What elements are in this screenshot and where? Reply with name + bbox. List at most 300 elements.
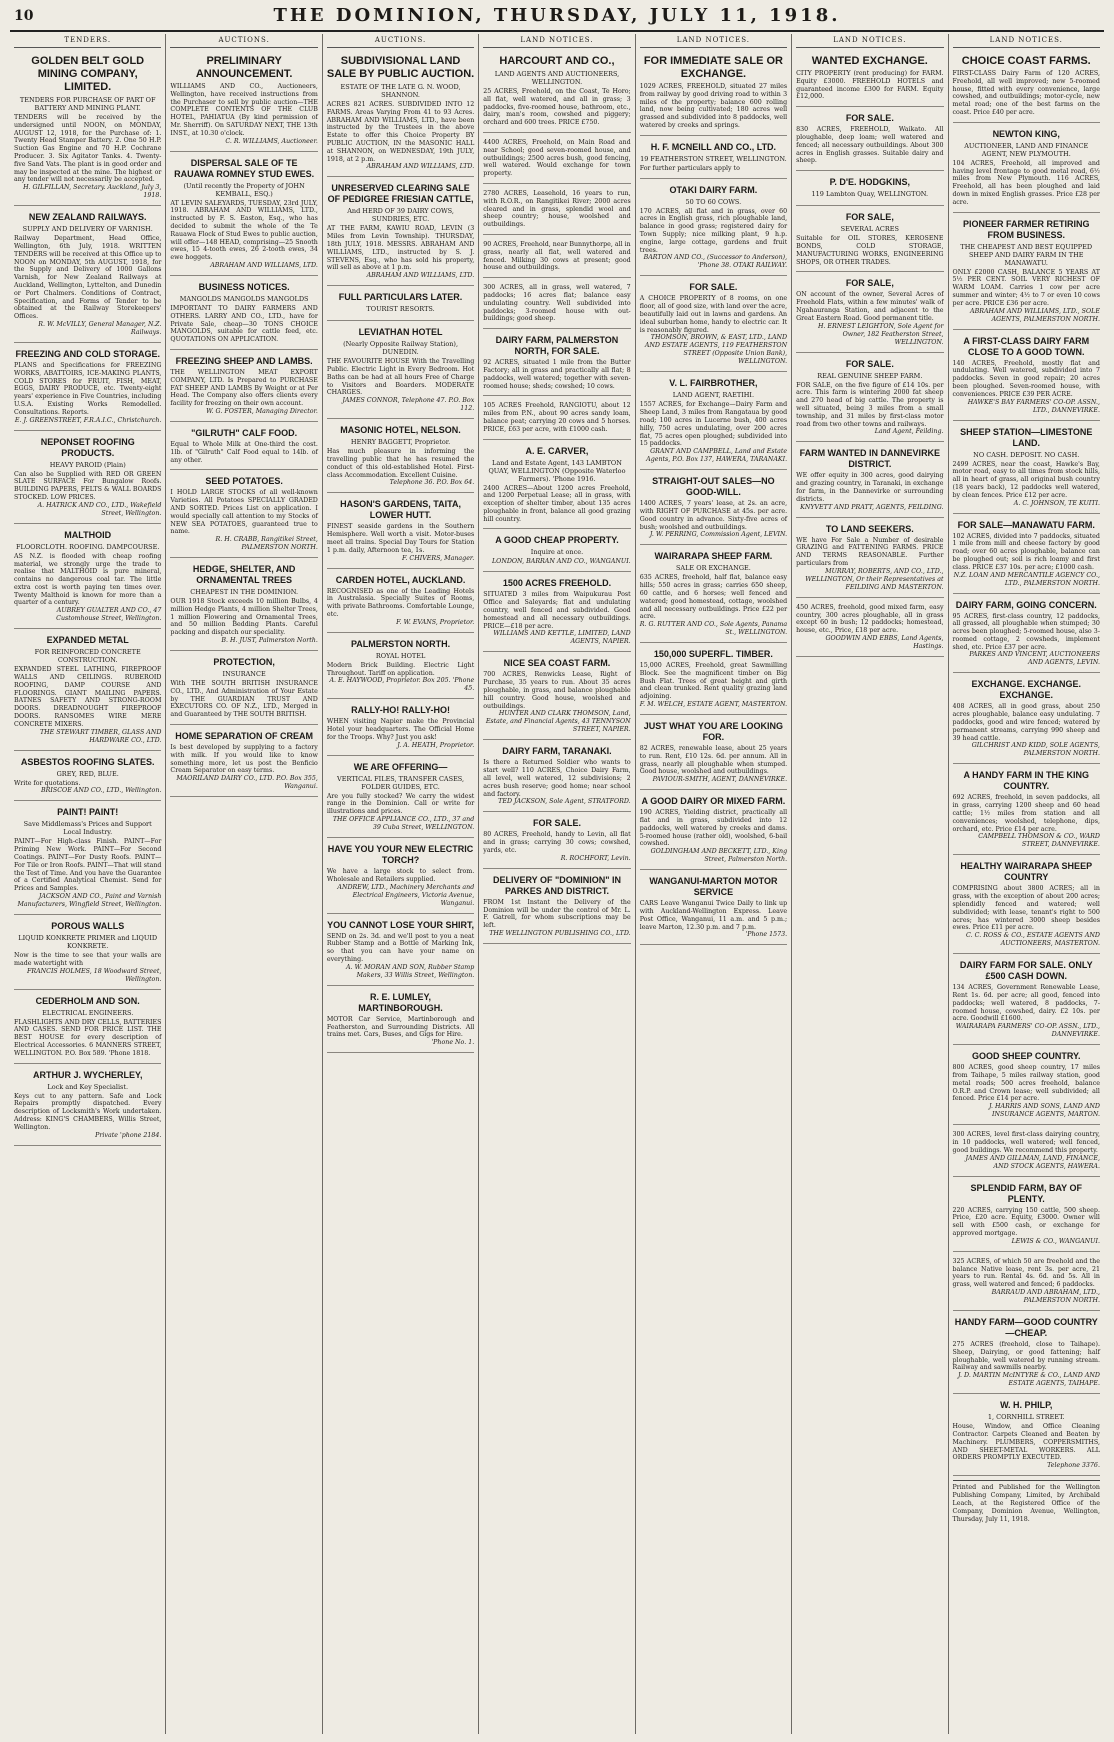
advertisement [327,572,474,633]
ad-title: STRAIGHT-OUT SALES—NO GOOD-WILL. [652,476,775,498]
advertisement [953,1314,1100,1394]
advertisement [483,532,630,572]
advertisement [953,517,1100,594]
ad-subtitle: CHEAPEST IN THE DOMINION. [190,588,299,597]
ad-subtitle: HEAVY PAROID (Plain) [49,460,126,469]
advertisement [953,1180,1100,1252]
ad-subtitle: Land and Estate Agent, 143 LAMBTON QUAY, WELLINGTON (Opposite Waterloo Farmers). 'Phone 1916. [488,458,626,483]
ad-subtitle: FLOORCLOTH. ROOFING. DAMPCOURSE. [16,542,160,551]
advertisement [796,601,943,657]
ad-signature: ABRAHAM AND WILLIAMS, LTD. [366,163,475,171]
advertisement [483,815,630,868]
ad-signature: A. HATRICK AND CO., LTD., Wakefield Street, Wellington. [37,501,162,517]
ad-title: HAVE YOU YOUR NEW ELECTRIC TORCH? [327,844,474,866]
ad-title: DISPERSAL SALE OF TE RAUAWA ROMNEY STUD EWES. [174,157,315,179]
advertisement [14,993,161,1064]
ad-body: 692 ACRES, freehold, in seven paddocks, all in grass, carrying 1200 sheep and 60 head cattle; 1½ miles from station and all conveniences; woolshed, telephone, dips, orchard, etc. Price £14 per acre. [952,794,1100,833]
ad-title: PROTECTION, [213,657,275,668]
ad-title: MASONIC HOTEL, NELSON. [340,425,461,436]
advertisement [953,424,1100,514]
advertisement [327,324,474,419]
advertisement [640,52,787,136]
ad-title: GOOD SHEEP COUNTRY. [971,1051,1081,1062]
advertisement [327,496,474,568]
column-header: LAND NOTICES. [640,34,787,48]
ad-body: 190 ACRES, Yielding district, practically all flat and in grass, subdivided into 12 paddocks, well watered by creeks and dams. 5-roomed house (rather old), woolshed, 6-bail cowshed. [639,809,788,848]
ad-body: ONLY £2000 CASH, BALANCE 5 YEARS AT 5½ PER CENT. SOIL VERY RICHEST OF WARM LOAM. Carries 1 cow per acre summer and winter; 4½ to 7 or even 10 cows per acre. PRICE £36 per acre. [952,268,1100,307]
ad-signature: LONDON, BARRAN AND CO., WANGANUI. [491,558,631,566]
ad-title: A. E. CARVER, [525,445,589,456]
advertisement [483,399,630,439]
advertisement [327,636,474,700]
ad-title: A GOOD CHEAP PROPERTY. [495,535,619,546]
advertisement [483,187,630,235]
ad-body: Is there a Returned Soldier who wants to start well? 110 ACRES, Choice Dairy Farm, all level, well watered, 12 subdivisions; 2 acres bush reserve; good home; near school and factory. [483,759,631,798]
newspaper-page [10,0,1104,1742]
advertisement [483,743,630,812]
advertisement [953,1255,1100,1311]
ad-subtitle: LAND AGENTS AND AUCTIONEERS, WELLINGTON. [494,70,620,86]
ad-title: PAINT! PAINT! [57,807,119,818]
ad-signature: R. H. CRABB, Rangitikei Street, PALMERSTON NORTH. [215,536,318,552]
ad-title: A HANDY FARM IN THE KING COUNTRY. [963,770,1089,792]
ad-subtitle: Lock and Key Specialist. [47,1082,129,1091]
ad-title: HOME SEPARATION OF CREAM [175,731,313,742]
advertisement [327,52,474,177]
ad-body: FOR SALE, on the five figure of £14 10s. per acre. This farm is wintering 2000 fat sheep and 270 head of big cattle. The property is well situated, being 3 miles from a small township, and 31 miles by first-class motor road from two other towns and railways. [796,381,944,428]
advertisement [640,375,787,470]
ad-title: 150,000 SUPERFL. TIMBER. [653,649,773,660]
ad-signature: Private 'phone 2184. [95,1131,162,1139]
ad-body: With THE SOUTH BRITISH INSURANCE CO., LTD., And Administration of Your Estate by THE GUARDIAN TRUST AND EXECUTORS CO. OF N.Z., LTD., Merged in and Guaranteed by THE SOUTH BRITISH. [170,680,318,719]
ad-body: CARS Leave Wanganui Twice Daily to link up with Auckland-Wellington Express. Leave Post Office, Wanganui, 11 a.m. and 5 p.m.; leave Marton, 12.30 p.m. and 7 p.m. [639,900,788,931]
advertisement [953,1128,1100,1176]
ad-subtitle: THE CHEAPEST AND BEST EQUIPPED SHEEP AND DAIRY FARM IN THE MANAWATU. [960,242,1093,267]
advertisement [170,52,317,152]
page-title: THE DOMINION, THURSDAY, JULY 11, 1918. [273,5,841,26]
ad-signature: GOLDINGHAM AND BECKETT, LTD., King Street, Palmerston North. [650,848,788,864]
newspaper-column [949,34,1104,1734]
ad-body: SITUATED 3 miles from Waipukurau Post Office and Saleyards; flat and undulating country, well fenced and subdivided. Good homestead and all necessary outbuildings. PRICE—£18 per acre. [483,591,631,630]
ad-body: EXPANDED STEEL LATHING, FIREPROOF WALLS AND CEILINGS. RUBEROID ROOFING, DAMP COURSE AND FLOORINGS. GIANT MAILING PAPERS. BATNES SAFETY AND STRONG-ROOM DOORS. DREADNOUGHT FIREPROOF DOORS. RANSOMES WIRE MERE CONCRETE MIXERS. [14,666,162,728]
ad-body: 1557 ACRES, for Exchange—Dairy Farm and Sheep Land, 3 miles from Rangataua by good road; 100 acres in Lucerne bush, 400 acres hilly, 750 acres undulating, over 200 acres flat, 75 acres open ploughed; subdivided into 15 paddocks. [639,401,788,448]
ad-signature: N.Z. LOAN AND MERCANTILE AGENCY CO., LTD., PALMERSTON NORTH. [953,571,1100,587]
advertisement [327,759,474,838]
ad-subtitle: ELECTRICAL ENGINEERS. [42,1008,134,1017]
advertisement [953,1048,1100,1125]
ad-title: DAIRY FARM, PALMERSTON NORTH, FOR SALE. [495,335,619,357]
ad-body: AT LEVIN SALEYARDS, TUESDAY, 23rd JULY, 1918. ABRAHAM AND WILLIAMS, LTD., instructed by F. S. Easton, Esq., who has decided to submit the whole of the Te Rauawa Flock of Stud Ewes to public auction, will offer—148 HEAD, comprising—25 Snooth ewes, 15 4-tooth ewes, 26 2-tooth ewes, 34 ewe hoggets. [170,199,318,262]
ad-title: HASON'S GARDENS, TAITA, LOWER HUTT. [340,499,461,521]
ad-signature: A. C. JOHNSON, TE KUITI. [1013,499,1100,507]
ad-body: 2499 ACRES, near the coast, Hawke's Bay, motor road, easy to all times from stock hills, all in heart of grass, all original bush country (18 years back), 12 paddocks well watered, by clean fences. Price £12 per acre. [952,460,1100,499]
ad-body: 300 ACRES, all in grass, well watered, 7 paddocks; 16 acres flat; balance easy undulating country. Well subdivided into paddocks; 3-roomed house with out-buildings; good sheep. [483,284,631,323]
ad-title: FOR SALE. [845,358,894,369]
advertisement [953,52,1100,123]
ad-title: CEDERHOLM AND SON. [35,995,140,1006]
ad-body: PAINT—For High-class Finish. PAINT—For Priming New Work. PAINT—For Second Coatings. PAINT—For Dusty Roofs. PAINT—For Tile or Iron Roofs. PAINT—That will stand the Test of Time. And you have the Guarantee of a Certified Analytical Chemist. Send for Prices and Samples. [14,838,162,893]
ad-body: 1400 ACRES, 7 years' lease, at 2s. an acre, with RIGHT OF PURCHASE at 45s. per acre. Good country in advance. Sixty-five acres of bush; woolshed and outbuildings. [639,500,788,531]
ad-body: Has much pleasure in informing the travelling public that he has resumed the conduct of this old-established Hotel. First-class Accommodation. Excellent Cuisine. [326,448,475,479]
ad-body: ACRES 821 ACRES. SUBDIVIDED INTO 12 FARMS. Areas Varying From 41 to 93 Acres. ABRAHAM AND WILLIAMS, LTD., have been instructed by the Trustees in the above Estate to offer this Choice Property BY PUBLIC AUCTION, IN the MASONIC HALL at SHANNON, on WEDNESDAY, 19th JULY, 1918, at 2 p.m. [326,101,475,163]
ad-body: WE have For Sale a Number of desirable GRAZING and FATTENING FARMS. PRICE AND TERMS REASONABLE. Further particulars from [796,536,944,567]
ad-title: WAIRARAPA SHEEP FARM. [654,551,773,562]
advertisement [953,597,1100,674]
ad-body: 830 ACRES, FREEHOLD, Waikato. All ploughable, deep loam; well watered and fenced; all necessary outbuildings. About 300 acres in English grasses. Suitable dairy and sheep. [796,126,944,165]
ad-body: MOTOR Car Service, Martinborough and Featherston, and Surrounding Districts. All trains met. Cars, Buses, and Gigs for Hire. [326,1015,475,1039]
masthead [10,0,1104,32]
ad-signature: Land Agent, Feilding. [874,428,944,436]
ad-title: DAIRY FARM, TARANAKI. [502,746,612,757]
advertisement [483,281,630,329]
advertisement [796,275,943,352]
ad-signature: H. ERNEST LEIGHTON, Sole Agent for Owner, 182 Featherston Street, WELLINGTON. [817,322,944,346]
ad-subtitle: TOURIST RESORTS. [366,305,435,314]
ad-signature: F. CHIVERS, Manager. [402,554,475,562]
ad-signature: BARTON AND CO., (Successor to Anderson), 'Phone 38. OTAKI RAILWAY. [643,254,788,270]
advertisement [483,238,630,278]
ad-body: AT THE FARM, KAWIU ROAD, LEVIN (3 Miles from Levin Township). THURSDAY, 18th JULY, 1918. MESSRS. ABRAHAM AND WILLIAMS, LTD., instructed by S. J. STEVENS, Esq., who has sold his property, will sell as above at 1 p.m. [326,225,475,272]
advertisement [327,702,474,755]
ad-title: HEDGE, SHELTER, AND ORNAMENTAL TREES [192,564,296,586]
ad-body: COMPRISING about 3800 ACRES; all in grass, with the exception of about 200 acres; splendidly fenced and watered; well subdivided; with lease, tenant's right to 500 acres; has wintered 3000 sheep besides ewes. Price £11 per acre. [952,885,1100,932]
column-header: AUCTIONS. [327,34,474,48]
ad-body: For further particulars apply to [639,164,740,172]
columns-container [10,34,1104,1734]
ad-signature: C. R. WILLIAMS, Auctioneer. [225,137,318,145]
ad-signature: C. C. ROSS & CO., ESTATE AGENTS AND AUCTIONEERS, MASTERTON. [966,932,1100,948]
ad-title: R. E. LUMLEY, MARTINBOROUGH. [358,991,443,1013]
ad-body: 104 ACRES, Freehold, all improved and having level frontage to good metal road, 6½ miles from New Plymouth. 116 ACRES, Freehold, all has been ploughed and laid down in mixed English grasses. Price £28 per acre. [952,159,1100,206]
ad-subtitle: (Until recently the Property of JOHN KEMBALL, ESQ.) [183,181,305,198]
advertisement [640,473,787,545]
ad-body: WILLIAMS AND CO., Auctioneers, Wellington, have received instructions from the Purchaser to sell by public auction—THE COMPLETE CONTENTS OF THE CLUB HOTEL, PAHIATUA (By kind permission of Mr. Sherriff). On SATURDAY NEXT, THE 13th INST., at 10.30 o'clock. [170,83,318,137]
ad-body: We have a large stock to select from. Wholesale and Retailers supplied. [326,868,475,883]
ad-title: RALLY-HO! RALLY-HO! [351,705,450,716]
ad-body: PLANS and Specifications for FREEZING WORKS, ABATTOIRS, ICE-MAKING PLANTS, COLD STORES for FRUIT, FISH, MEAT, EGGS, DAIRY PRODUCE, etc. Twenty-eight years' experience in Five Countries, including U.S.A. Existing Works Remodelled. Consultations. Reports. [14,361,162,416]
ad-signature: Telephone 36. P.O. Box 64. [389,479,475,487]
ad-body: 408 ACRES, all in good grass, about 250 acres ploughable, balance easy undulating. 7 paddocks, good and wire fenced; watered by permanent streams, carrying 990 sheep and 39 head cattle. [952,703,1100,742]
ad-subtitle: ESTATE OF THE LATE G. N. WOOD, SHANNON. [340,83,461,99]
ad-body: 105 ACRES Freehold, RANGIOTU, about 12 miles from P.N., about 90 acres sandy loam, balance peat; carrying 20 cows and 5 horses. PRICE, £63 per acre, with £1000 cash. [483,402,631,433]
advertisement [796,356,943,443]
ad-title: DAIRY FARM, GOING CONCERN. [955,599,1097,610]
ad-title: V. L. FAIRBROTHER, [669,378,758,389]
advertisement [327,841,474,914]
ad-body: 275 ACRES (freehold, close to Taihape). Sheep, Dairying, or good fattening; half ploughable, well watered by running stream. Railway and sawmills nearby. [952,1340,1100,1372]
advertisement [796,521,943,598]
ad-signature: J. HARRIS AND SONS, LAND AND INSURANCE AGENTS, MARTON. [989,1103,1100,1119]
ad-title: BUSINESS NOTICES. [198,281,290,292]
ad-body: Can also be Supplied with RED OR GREEN SLATE SURFACE For Bungalow Roofs. BUILDING PAPERS, FELTS & WALL BOARDS STOCKED. LOW PRICES. [14,470,162,501]
advertisement [640,646,787,715]
advertisement [14,754,161,802]
ad-signature: BARRAUD AND ABRAHAM, LTD., PALMERSTON NORTH. [991,1288,1100,1304]
ad-title: NEW ZEALAND RAILWAYS. [28,212,147,223]
ad-signature: FRANCIS HOLMES, 18 Woodward Street, Wellington. [26,967,162,983]
ad-body: OUR 1918 Stock exceeds 10 million Bulbs, 4 million Hedge Plants, 4 million Shelter Trees, 1 million Flowering and Ornamental Trees, and 50 million Bedding Plants. Careful packing and dispatch our speciality. [170,598,318,637]
ad-signature: 'Phone No. 1. [431,1039,475,1047]
advertisement [953,333,1100,421]
ad-title: OTAKI DAIRY FARM. [669,184,758,195]
ad-subtitle: FOR REINFORCED CONCRETE CONSTRUCTION. [34,648,141,665]
ad-signature: KNYVETT AND PRATT, AGENTS, FEILDING. [800,503,944,511]
ad-title: NEPONSET ROOFING PRODUCTS. [40,436,135,458]
ad-body: Write for quotations. [14,779,81,787]
ad-title: EXPANDED METAL [46,635,129,646]
ad-body: THE WELLINGTON MEAT EXPORT COMPANY, LTD. Is Prepared to PURCHASE FAT SHEEP AND LAMBS By Weight or at Per Head. The Company also offers clients every facility for freezing on their own account. [170,368,318,408]
ad-body: RECOGNISED as one of the Leading Hotels in Australasia. Specially Suites of Rooms, with private Bathrooms. Comfortable Lounge, etc. [326,587,475,618]
ad-body: 25 ACRES, Freehold, on the Coast, Te Horo; all flat, well watered, and all in grass; 3 paddocks, five-roomed house, bathroom, etc., dairy, man's room, cowshed and piggery; orchard and 600 trees. PRICE £750. [483,88,631,127]
newspaper-column [792,34,948,1734]
advertisement [796,209,943,272]
ad-body: 800 ACRES, good sheep country, 17 miles from Taihape, 5 miles railway station, good metal roads; 500 acres freehold, balance O.R.P. and Crown lease; well subdivided; all fenced. Price £14 per acre. [952,1064,1100,1103]
ad-body: 134 ACRES, Government Renewable Lease, Rent 1s. 6d. per acre; all good, fenced into paddocks; well watered, 8 paddocks, 7-roomed house, cowshed, dairy. £2 10s. per acre. Goodwill £1600. [952,984,1100,1023]
page-number: 10 [14,8,34,24]
ad-signature: R. ROCHFORT, Levin. [560,854,631,862]
ad-subtitle: SEVERAL ACRES [840,225,899,234]
newspaper-column [479,34,635,1734]
ad-signature: J. D. MARTIN McINTYRE & CO., LAND AND ESTATE AGENTS, TAIHAPE. [957,1372,1100,1388]
ad-body: 140 ACRES, Freehold, mostly flat and undulating. Well watered, subdivided into 7 paddocks. Seven in good repair; 20 acres been ploughed. Seven-roomed house, with conveniences. PRICE £39 PER ACRE. [952,359,1100,398]
ad-body: CITY PROPERTY (rent producing) for FARM. Equity £3000. FREEHOLD HOTELS and guaranteed income £300 for FARM. Equity £12,000. [796,70,944,101]
ad-title: TO LAND SEEKERS. [825,523,914,534]
advertisement [953,957,1100,1045]
advertisement [327,989,474,1053]
advertisement [170,561,317,651]
ad-title: PIONEER FARMER RETIRING FROM BUSINESS. [962,218,1090,240]
ad-title: POROUS WALLS [51,921,125,932]
ad-title: FOR SALE. [845,113,894,124]
ad-signature: GOODWIN AND EBBS, Land Agents, Hastings. [825,634,944,650]
ad-subtitle: MANGOLDS MANGOLDS MANGOLDS [179,294,309,303]
ad-subtitle: 119 Lambton Quay, WELLINGTON. [811,190,929,199]
advertisement [483,575,630,652]
ad-subtitle: ROYAL HOTEL [375,651,426,660]
ad-body: IMPORTANT TO DAIRY FARMERS AND OTHERS. LARRY AND CO., LTD., have for Private Sale, cheap—30 TONS CHOICE MANGOLDS, suitable for cattle feed, etc. QUOTATIONS ON APPLICATION. [170,304,318,344]
ad-signature: MAORILAND DAIRY CO., LTD. P.O. Box 355, Wanganui. [176,775,318,791]
ad-title: PALMERSTON NORTH. [350,638,451,649]
ad-title: WANTED EXCHANGE. [811,55,928,67]
advertisement [953,126,1100,213]
ad-title: NICE SEA COAST FARM. [503,658,611,669]
advertisement [953,216,1100,330]
ad-title: GOLDEN BELT GOLD MINING COMPANY, LIMITED. [31,55,145,93]
ad-title: CARDEN HOTEL, AUCKLAND. [335,574,466,585]
ad-signature: E. J. GREENSTREET, F.R.A.I.C., Christchurch. [14,416,162,424]
ad-title: EXCHANGE. EXCHANGE. EXCHANGE. [971,679,1081,701]
ad-title: SHEEP STATION—LIMESTONE LAND. [960,426,1093,448]
ad-signature: THE OFFICE APPLIANCE CO., LTD., 37 and 39 Cuba Street, WELLINGTON. [332,816,475,832]
ad-signature: CAMPBELL THOMSON & CO., WARD STREET, DANNEVIRKE. [978,833,1100,849]
ad-subtitle: SALE OR EXCHANGE. [675,564,751,573]
ad-signature: ANDREW, LTD., Machinery Merchants and Electrical Engineers, Victoria Avenue, Wanganui. [337,883,475,907]
ad-signature: THOMSON, BROWN, & EAST, LTD., LAND AND ESTATE AGENTS, 119 FEATHERSTON STREET (Opposite Union Bank), WELLINGTON. [644,334,788,366]
ad-body: 90 ACRES, Freehold, near Bunnythorpe, all in grass, nearly all flat, well watered and fenced. Milking 30 cows at present; good house and outbuildings. [483,240,631,272]
advertisement [483,136,630,184]
ad-signature: PAVIOUR-SMITH, AGENT, DANNEVIRKE. [652,776,788,784]
ad-body: Modern Brick Building. Electric Light Throughout. Tariff on application. [326,661,475,677]
advertisement [170,654,317,725]
ad-body: 700 ACRES, Renwicks Lease, Right of Purchase, 35 years to run. About 35 acres ploughable, in grass, and balance ploughable hill country. Good house, woolshed and outbuildings. [483,671,631,710]
ad-body: THE FAVOURITE HOUSE With the Travelling Public. Electric Light in Every Bedroom. Hot Baths can be had at all hours Free of Charge to Visitors and Boarders. MODERATE CHARGES. [326,358,475,397]
advertisement [170,279,317,350]
ad-subtitle: AUCTIONEER, LAND AND FINANCE AGENT, NEW PLYMOUTH. [964,141,1089,158]
ad-title: FOR SALE. [532,818,581,829]
ad-body: WHEN visiting Napier make the Provincial Hotel your headquarters. The Official Home for the Troops. Why? Just you ask! [326,718,475,741]
ad-subtitle: HENRY BAGGETT, Proprietor. [350,438,451,447]
advertisement [640,793,787,870]
advertisement [14,1067,161,1146]
ad-body: Is best developed by supplying to a factory with milk. If you would like to know something more, let us post the Benficio Cream Separator on easy terms. [170,744,318,775]
advertisement [483,655,630,740]
ad-signature: A. E. HAYWOOD, Proprietor. Box 205. 'Phone 45. [329,677,475,693]
advertisement [170,425,317,470]
ad-body: 102 ACRES, divided into 7 paddocks, situated 1 mile from mill and cheese factory by good road; over 60 acres ploughable, balance can be ploughed out; soil is rich loamy and first class. PRICE £37 10s. per acre; £1000 cash. [952,532,1100,571]
ad-body: 92 ACRES, situated 1 mile from the Butter Factory; all in grass and practically all flat; 8 paddocks, well watered; together with seven-roomed house; sheds; cowshed; 10 cows. [483,359,631,390]
ad-title: H. F. MCNEILL AND CO., LTD. [650,141,777,152]
ad-signature: GRANT AND CAMPBELL, Land and Estate Agents, P.O. Box 137, HAWERA, TARANAKI. [646,448,788,464]
ad-subtitle: GREY, RED, BLUE. [56,769,119,778]
ad-title: DAIRY FARM FOR SALE. ONLY £500 CASH DOWN. [959,960,1093,982]
ad-signature: J. A. HEATH, Proprietor. [397,741,475,749]
ad-body: 15,000 ACRES, Freehold, great Sawmilling Block. See the magnificent timber on Big Bush Flat. Trees of great height and girth and clean trunked. Rent quality grazing land adjoining. [639,662,788,701]
ad-signature: R. G. RUTTER AND CO., Sole Agents, Panama St., WELLINGTON. [639,621,788,637]
ad-signature: JAMES CONNOR, Telephone 47. P.O. Box 112. [342,397,475,413]
ad-title: W. H. PHILP, [1000,1400,1053,1411]
ad-signature: W. G. FOSTER, Managing Director. [206,407,318,415]
ad-signature: THE STEWART TIMBER, GLASS AND HARDWARE CO., LTD. [39,728,162,744]
ad-body: A CHOICE PROPERTY of 8 rooms, on one floor, all of good size, with land over the acre, beautifully laid out in lawns and gardens. An ideal suburban home, handy to electric car. It is reasonably figured. [639,295,788,334]
ad-title: A FIRST-CLASS DAIRY FARM CLOSE TO A GOOD TOWN. [963,335,1090,357]
ad-title: FOR SALE, [845,212,894,223]
ad-subtitle: NO CASH. DEPOSIT. NO CASH. [973,450,1080,459]
advertisement [640,279,787,372]
advertisement [953,858,1100,954]
ad-signature: JAMES AND GILLMAN, LAND, FINANCE, AND STOCK AGENTS, HAWERA. [965,1154,1100,1170]
advertisement [14,804,161,915]
ad-title: SPLENDID FARM, BAY OF PLENTY. [970,1182,1082,1204]
ad-title: FOR IMMEDIATE SALE OR EXCHANGE. [643,55,783,80]
ad-subtitle: LAND AGENT, RAETIHI. [672,391,755,400]
ad-body: 450 ACRES, freehold, good mixed farm, easy country, 300 acres ploughable, all in grass except 60 in bush; 12 paddocks; homestead, house, etc., Price, £18 per acre. [796,603,944,635]
ad-signature: R. W. McVILLY, General Manager, N.Z. Railways. [38,320,162,336]
newspaper-column [166,34,322,1734]
advertisement [327,422,474,493]
ad-subtitle: (Nearly Opposite Railway Station), DUNEDIN. [343,340,459,357]
ad-subtitle: VERTICAL FILES, TRANSFER CASES, FOLDER GUIDES, ETC. [337,774,465,791]
ad-title: LEVIATHAN HOTEL [358,327,443,338]
ad-signature: 'Phone 1573. [745,931,788,939]
advertisement [14,209,161,343]
ad-signature: GILCHRIST AND KIDD, SOLE AGENTS, PALMERSTON NORTH. [971,742,1100,758]
advertisement [14,52,161,206]
ad-body: 220 ACRES, carrying 150 cattle, 500 sheep. Price, £20 acre. Equity, £3000. Owner will sell with £500 cash, or exchange for approved mortgage. [952,1206,1100,1237]
ad-signature: TED JACKSON, Sole Agent, STRATFORD. [498,798,631,806]
ad-body: AS N.Z. is flooded with cheap roofing material, we strongly urge the trade to realise that MALTHOID is pure mineral, contains no dangerous coal tar. The little extra cost is worth paying ten times over. Twenty Malthoid is known for more than a quarter of a century. [14,552,162,607]
ad-body: 1029 ACRES, FREEHOLD, situated 27 miles from railway by good driving road to within 3 miles of the property; balance 600 rolling land, now being cultivated; 180 acres well grassed and subdivided into 8 paddocks, well watered by creeks and springs. [639,83,788,129]
ad-subtitle: REAL GENUINE SHEEP FARM. [817,371,923,380]
newspaper-column [10,34,166,1734]
ad-signature: LEWIS & CO., WANGANUI. [1011,1237,1100,1245]
ad-body: FINEST seaside gardens in the Southern Hemisphere. Well worth a visit. Motor-buses meet all trains. Special Day Tours for Station 1 p.m. daily, Afternoon tea, 1s. [326,523,475,554]
advertisement [483,443,630,530]
ad-body: 95 ACRES, first-class country, 12 paddocks, all grassed, all ploughable when stumped; 30 acres been ploughed; 5-roomed house, also 3-roomed cottage, 2 cowsheds, implement shed, etc. Price £37 per acre. [952,612,1100,651]
ad-body: 635 ACRES, freehold, half flat, balance easy hills; 550 acres in grass; carries 650 sheep, 60 cattle, and 6 horses; well fenced and watered; good homestead, cottage, woolshed and all necessary outbuildings. Price £22 per acre. [639,574,788,621]
ad-title: FULL PARTICULARS LATER. [338,292,463,303]
advertisement [327,917,474,986]
advertisement [14,918,161,990]
ad-body: Railway Department, Head Office, Wellington, 6th July, 1918. WRITTEN TENDERS will be received at this Office up to NOON on MONDAY, 5th AUGUST, 1918, for the Supply and Delivery of 1000 Gallons Varnish, for New Zealand Railways at Auckland, Wellington, Lyttelton, and Dunedin or Port Chalmers. Conditions of Contract, Specification, and Forms of Tender to be obtained at the Railway Storekeepers' Offices. [14,235,162,321]
advertisement [640,873,787,945]
ad-subtitle: TENDERS FOR PURCHASE OF PART OF BATTERY AND MINING PLANT. [19,96,156,112]
ad-title: HARCOURT AND CO., [499,55,615,67]
ad-body: SEND on 2s. 3d. and we'll post to you a neat Rubber Stamp and a Bottle of Marking Ink, so that you can have your name on everything. [326,932,475,964]
ad-title: NEWTON KING, [992,128,1060,139]
advertisement [796,110,943,171]
advertisement [640,182,787,277]
ad-title: SUBDIVISIONAL LAND SALE BY PUBLIC AUCTION. [326,55,475,80]
ad-body: 4400 ACRES, Freehold, on Main Road and near School; good seven-roomed house, and outbuildings; 2500 acres bush, good fencing, well watered. Would exchange for town property. [483,138,631,178]
column-header: LAND NOTICES. [796,34,943,48]
advertisement [483,332,630,396]
ad-signature: PARKES AND VINCENT, AUCTIONEERS AND AGENTS, LEVIN. [969,651,1100,667]
advertisement [14,434,161,524]
ad-subtitle: 1, CORNHILL STREET. [987,1413,1065,1422]
ad-title: PRELIMINARY ANNOUNCEMENT. [195,55,293,80]
ad-subtitle: And HERD OF 39 DAIRY COWS, SUNDRIES, ETC. [347,207,454,224]
ad-subtitle: Inquire at once. [530,548,584,557]
ad-subtitle: Save Middlemass's Prices and Support Local Industry. [23,820,152,837]
ad-title: FARM WANTED IN DANNEVIRKE DISTRICT. [799,448,941,470]
ad-body: 170 ACRES, all flat and in grass, over 60 acres in English grass, rich ploughable land, balance in good grass; registered dairy for Town Supply; nice milking plant, 9 h.p. engine, large cottage, gardens and fruit trees. [639,207,788,254]
ad-subtitle: 19 FEATHERSTON STREET, WELLINGTON. [640,154,787,163]
ad-title: UNRESERVED CLEARING SALE OF PEDIGREE FRIESIAN CATTLE, [327,183,474,205]
advertisement [327,289,474,321]
ad-signature: F. W. EVANS, Proprietor. [396,618,475,626]
ad-body: Equal to Whole Milk at One-third the cost. 1lb. of "Gilruth" Calf Food equal to 14lb. of any other. [170,440,318,464]
ad-signature: A. W. MORAN AND SON, Rubber Stamp Makers, 33 Willis Street, Wellington. [346,963,475,979]
ad-title: P. D'E. HODGKINS, [829,177,911,188]
ad-body: 2780 ACRES, Leasehold, 16 years to run, with R.O.R., on Rangitikei River; 2000 acres cleared and in grass, splendid wool and sheep country; house, woolshed and outbuildings. [483,189,631,229]
advertisement [640,718,787,790]
ad-body: 2400 ACRES—About 1200 acres Freehold, and 1200 Perpetual Lease; all in grass, with exception of shelter timber, about 135 acres ploughable in front, balance all good grazing hill country. [483,484,631,523]
ad-subtitle: INSURANCE [222,670,266,679]
imprint-footer: Printed and Published for the Wellington Publishing Company, Limited, by Archibald Leach, at the Registered Office of the Company, Dominion Avenue, Wellington, Thursday, July 11, 1918. [953,1480,1100,1524]
ad-signature: HAWKE'S BAY FARMERS' CO-OP. ASSN., LTD., DANNEVIRKE. [967,398,1100,414]
ad-subtitle: 50 TO 60 COWS. [685,197,742,206]
advertisement [796,52,943,107]
ad-signature: F. M. WELCH, ESTATE AGENT, MASTERTON. [639,701,788,709]
ad-title: WE ARE OFFERING— [353,761,448,772]
advertisement [953,676,1100,764]
ad-body: WE offer equity in 300 acres, good dairying and grazing country, in Taranaki, in exchange for farm, in the Dannevirke or surrounding districts. [796,472,944,503]
ad-signature: H. GILFILLAN, Secretary. Auckland, July 3, 1918. [23,184,162,200]
advertisement [14,527,161,630]
ad-signature: THE WELLINGTON PUBLISHING CO., LTD. [489,930,631,938]
ad-body: 300 ACRES, level first-class dairying country, in 10 paddocks, well watered; well fenced, good buildings. We recommend this property. [952,1131,1100,1154]
advertisement [953,767,1100,855]
advertisement [640,548,787,643]
advertisement [483,872,630,944]
advertisement [14,346,161,431]
ad-signature: AUBREY GUALTER AND CO., 47 Customhouse Street, Wellington. [56,607,162,623]
ad-title: CHOICE COAST FARMS. [961,55,1091,67]
ad-title: FREEZING SHEEP AND LAMBS. [175,355,313,366]
ad-body: Keys cut to any pattern. Safe and Lock Repairs promptly dispatched. Every description of Locksmith's Work undertaken. Address: KING'S CHAMBERS, Willis Street, Wellington. [14,1092,162,1131]
ad-body: 82 ACRES, renewable lease, about 25 years to run. Rent, £10 12s. 6d. per annum. All in grass, nearly all ploughable when stumped. Good house, woolshed and outbuildings. [639,745,788,776]
ad-title: FOR SALE—MANAWATU FARM. [957,519,1095,530]
